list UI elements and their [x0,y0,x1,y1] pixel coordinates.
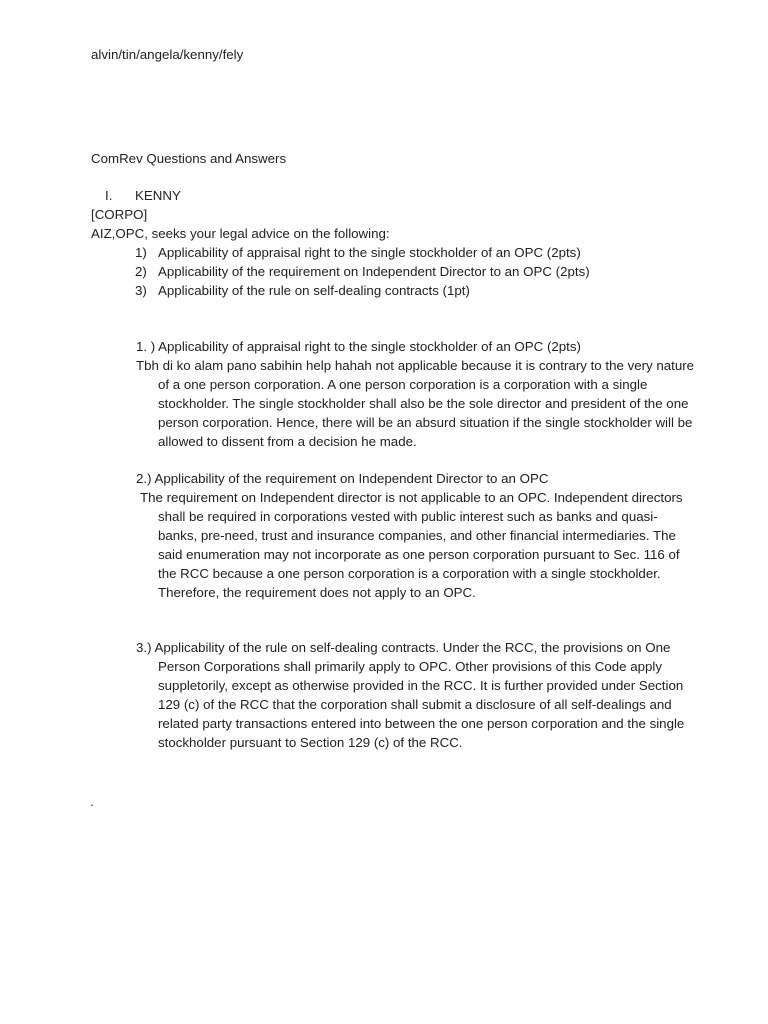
answer-body: The requirement on Independent director is not applicable to an OPC. Independent directors shall be required in corporations vested with public interest such as banks and quasi-banks, pre-need, trust and insurance companies, and other financial intermediaries. The said enumeration may not incorporate as one person corporation pursuant to Sec. 116 of the RCC because a one person corporation is a corporation with a single stockholder. Therefore, the requirement does not apply to an OPC. [140,490,683,600]
question-number: 3) [135,283,147,298]
question-number: 2) [135,264,147,279]
section-name: KENNY [135,188,181,203]
answer-block-2 [136,469,696,602]
answer-body: Tbh di ko alam pano sabihin help hahah not applicable because it is contrary to the very nature of a one person corporation. A one person corporation is a corporation with a single stockholder. The single stockholder shall also be the sole director and president of the one person corporation. Hence, there will be an absurd situation if the single stockholder will be allowed to dissent from a decision he made. [136,358,695,449]
authors-header: alvin/tin/angela/kenny/fely [91,47,244,62]
answer-heading: 3.) Applicability of the rule on self-dealing contracts. Under the RCC, the provisions on One Person Corporations shall primarily apply to OPC. Other provisions of this Code apply suppletorily, except as otherwise provided in the RCC. It is further provided under Section 129 (c) of the RCC that the corporation shall submit a disclosure of all self-dealings and related party transactions entered into between the one person corporation and the single stockholder pursuant to Section 129 (c) of the RCC. [136,640,685,750]
answer-heading: 1. ) Applicability of appraisal right to the single stockholder of an OPC (2pts) [136,339,581,354]
trailing-mark: . [90,794,94,809]
section-number: I. [105,188,113,203]
answer-block-3 [136,638,696,752]
question-number: 1) [135,245,147,260]
question-text: Applicability of appraisal right to the single stockholder of an OPC (2pts) [158,245,581,260]
list-item [135,243,590,262]
question-text: Applicability of the rule on self-dealing contracts (1pt) [158,283,470,298]
question-list [135,243,590,300]
list-item [135,281,590,300]
question-text: Applicability of the requirement on Independent Director to an OPC (2pts) [158,264,590,279]
answer-heading: 2.) Applicability of the requirement on Independent Director to an OPC [136,471,549,486]
topic-tag: [CORPO] [91,207,148,222]
answer-block-1 [136,337,696,451]
intro-text: AIZ,OPC, seeks your legal advice on the following: [91,226,390,241]
list-item [135,262,590,281]
document-title: ComRev Questions and Answers [91,151,287,166]
